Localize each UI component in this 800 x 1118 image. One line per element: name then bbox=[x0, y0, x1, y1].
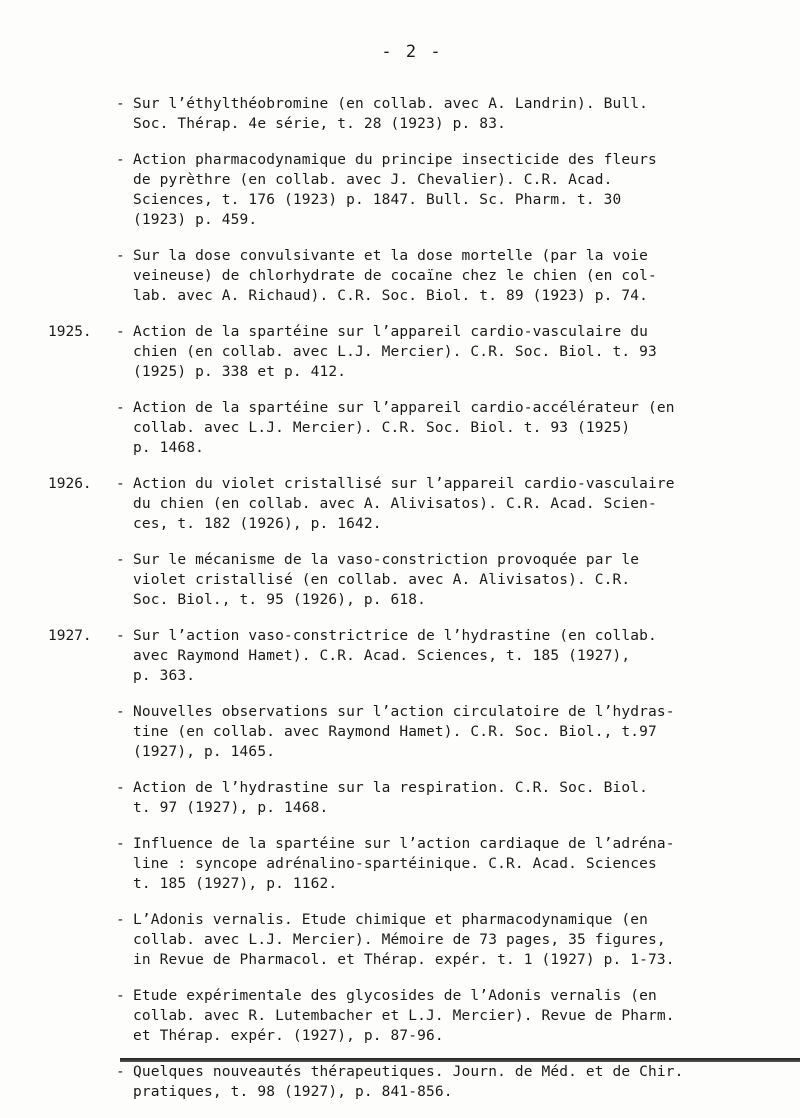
list-item bbox=[0, 322, 800, 382]
entry-dash: - bbox=[116, 152, 125, 168]
list-item bbox=[0, 398, 800, 458]
list-item bbox=[0, 246, 800, 306]
list-item bbox=[0, 1062, 800, 1102]
entry-text: Sur le mécanisme de la vaso-constriction provoquée par le violet cristallisé (en collab. avec A. Alivisatos). C.R. Soc. Biol., t. 95 (1926), p. 618. bbox=[133, 552, 640, 608]
entry-year: 1927. bbox=[48, 628, 92, 644]
list-item bbox=[0, 626, 800, 686]
entry-dash: - bbox=[116, 248, 125, 264]
list-item bbox=[0, 150, 800, 230]
entry-dash: - bbox=[116, 552, 125, 568]
bottom-rule bbox=[120, 1058, 800, 1062]
list-item bbox=[0, 94, 800, 134]
entry-dash: - bbox=[116, 912, 125, 928]
entry-text: Sur l’éthylthéobromine (en collab. avec A. Landrin). Bull. Soc. Thérap. 4e série, t. 28 (1923) p. 83. bbox=[133, 96, 649, 132]
list-item bbox=[0, 778, 800, 818]
entry-text: Quelques nouveautés thérapeutiques. Journ. de Méd. et de Chir. pratiques, t. 98 (1927), p. 841-856. bbox=[133, 1064, 684, 1100]
list-item bbox=[0, 910, 800, 970]
entry-dash: - bbox=[116, 704, 125, 720]
entry-text: Sur la dose convulsivante et la dose mortelle (par la voie veineuse) de chlorhydrate de cocaïne chez le chien (en col- lab. avec A. Richaud). C.R. Soc. Biol. t. 89 (1923) p. 74. bbox=[133, 248, 657, 304]
entry-dash: - bbox=[116, 324, 125, 340]
entry-dash: - bbox=[116, 96, 125, 112]
entry-dash: - bbox=[116, 988, 125, 1004]
entry-text: Action de l’hydrastine sur la respiration. C.R. Soc. Biol. t. 97 (1927), p. 1468. bbox=[133, 780, 649, 816]
entry-dash: - bbox=[116, 780, 125, 796]
bibliography-list bbox=[0, 94, 800, 1118]
entry-year: 1926. bbox=[48, 476, 92, 492]
list-item bbox=[0, 550, 800, 610]
entry-dash: - bbox=[116, 400, 125, 416]
entry-dash: - bbox=[116, 1064, 125, 1080]
entry-text: Action pharmacodynamique du principe insecticide des fleurs de pyrèthre (en collab. avec J. Chevalier). C.R. Acad. Sciences, t. 176 (1923) p. 1847. Bull. Sc. Pharm. t. 30 (1923) p. 459. bbox=[133, 152, 657, 228]
entry-dash: - bbox=[116, 628, 125, 644]
entry-text: Action de la spartéine sur l’appareil cardio-vasculaire du chien (en collab. avec L.J. Mercier). C.R. Soc. Biol. t. 93 (1925) p. 338 et p. 412. bbox=[133, 324, 657, 380]
list-item bbox=[0, 834, 800, 894]
page-number: - 2 - bbox=[381, 42, 443, 62]
entry-text: Action du violet cristallisé sur l’appareil cardio-vasculaire du chien (en collab. avec A. Alivisatos). C.R. Acad. Scien- ces, t. 182 (1926), p. 1642. bbox=[133, 476, 675, 532]
entry-dash: - bbox=[116, 836, 125, 852]
entry-text: Influence de la spartéine sur l’action cardiaque de l’adréna- line : syncope adrénalino-spartéinique. C.R. Acad. Sciences t. 185 (1927), p. 1162. bbox=[133, 836, 675, 892]
list-item bbox=[0, 474, 800, 534]
entry-text: L’Adonis vernalis. Etude chimique et pharmacodynamique (en collab. avec L.J. Mercier). Mémoire de 73 pages, 35 figures, in Revue de Pharmacol. et Thérap. expér. t. 1 (1927) p. 1-73. bbox=[133, 912, 675, 968]
entry-dash: - bbox=[116, 476, 125, 492]
entry-text: Action de la spartéine sur l’appareil cardio-accélérateur (en collab. avec L.J. Mercier). C.R. Soc. Biol. t. 93 (1925) p. 1468. bbox=[133, 400, 675, 456]
entry-text: Sur l’action vaso-constrictrice de l’hydrastine (en collab. avec Raymond Hamet). C.R. Acad. Sciences, t. 185 (1927), p. 363. bbox=[133, 628, 657, 684]
entry-text: Nouvelles observations sur l’action circulatoire de l’hydras- tine (en collab. avec Raymond Hamet). C.R. Soc. Biol., t.97 (1927), p. 1465. bbox=[133, 704, 675, 760]
entry-text: Etude expérimentale des glycosides de l’Adonis vernalis (en collab. avec R. Lutembacher et L.J. Mercier). Revue de Pharm. et Thérap. expér. (1927), p. 87-96. bbox=[133, 988, 675, 1044]
list-item bbox=[0, 986, 800, 1046]
entry-year: 1925. bbox=[48, 324, 92, 340]
list-item bbox=[0, 702, 800, 762]
